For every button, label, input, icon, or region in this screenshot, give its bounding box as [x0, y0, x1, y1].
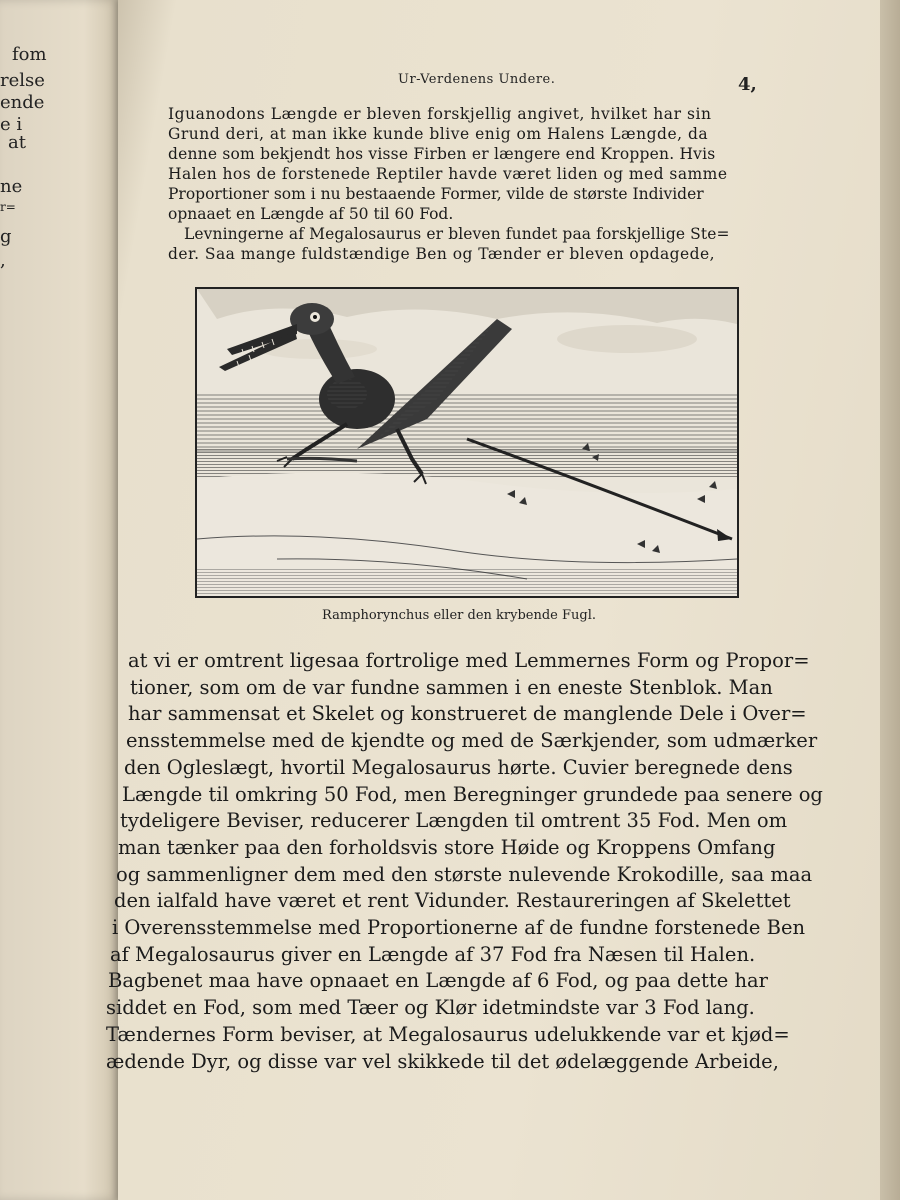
text-line: Halen hos de forstenede Reptiler havde været liden og med samme [168, 165, 728, 183]
text-line: den Ogleslægt, hvortil Megalosaurus hørte. Cuvier beregnede dens [124, 755, 793, 779]
text-line: den ialfald have været et rent Vidunder. Restaureringen af Skelettet [114, 889, 791, 913]
running-head: Ur-Verdenens Undere. [398, 72, 556, 87]
figure-caption: Ramphorynchus eller den krybende Fugl. [322, 608, 596, 623]
text-line: at vi er omtrent ligesaa fortrolige med Lemmernes Form og Propor= [128, 649, 810, 672]
left-page-fragment: e i [0, 114, 23, 135]
text-line: af Megalosaurus giver en Længde af 37 Fod fra Næsen til Halen. [110, 942, 756, 966]
text-line: tioner, som om de var fundne sammen i en eneste Stenblok. Man [130, 675, 773, 699]
text-line: der. Saa mange fuldstændige Ben og Tænder er bleven opdagede, [168, 245, 716, 263]
text-line: Længde til omkring 50 Fod, men Beregninger grundede paa senere og [122, 782, 823, 806]
text-line: ensstemmelse med de kjendte og med de Særkjender, som udmærker [126, 729, 818, 753]
text-line: og sammenligner dem med den største nulevende Krokodille, saa maa [116, 862, 813, 886]
left-page-fragment: fom [12, 44, 47, 65]
left-page-fragment: , [0, 250, 6, 271]
text-line: tydeligere Beviser, reducerer Længden til omtrent 35 Fod. Men om [120, 809, 788, 833]
pterosaur-illustration [195, 287, 739, 598]
pterosaur-engraving [197, 289, 737, 596]
left-page-fragment: relse [0, 70, 45, 91]
left-page-fragment: ende [0, 92, 45, 113]
text-line: siddet en Fod, som med Tæer og Klør idetmindste var 3 Fod lang. [106, 996, 755, 1020]
bottom-paragraph [106, 648, 823, 1075]
text-line: Levningerne af Megalosaurus er bleven fundet paa forskjellige Ste= [184, 225, 730, 243]
text-line: man tænker paa den forholdsvis store Høide og Kroppens Omfang [118, 835, 776, 859]
text-line: Proportioner som i nu bestaaende Former, vilde de største Individer [168, 185, 704, 203]
left-page [0, 0, 120, 1200]
left-page-fragment: ne [0, 176, 23, 197]
top-paragraph [168, 104, 730, 264]
page-number: 4, [738, 74, 757, 95]
text-line: i Overensstemmelse med Proportionerne af de fundne forstenede Ben [112, 916, 806, 940]
page-edge [880, 0, 900, 1200]
left-page-fragment: r= [0, 200, 16, 214]
text-line: Tændernes Form beviser, at Megalosaurus udelukkende var et kjød= [106, 1022, 790, 1046]
text-line: opnaaet en Længde af 50 til 60 Fod. [168, 205, 454, 223]
text-line: har sammensat et Skelet og konstrueret de manglende Dele i Over= [128, 702, 807, 726]
text-line: ædende Dyr, og disse var vel skikkede til det ødelæggende Arbeide, [106, 1049, 779, 1073]
text-line: Grund deri, at man ikke kunde blive enig om Halens Længde, da [168, 125, 709, 143]
left-page-fragment: g [0, 226, 12, 247]
text-line: denne som bekjendt hos visse Firben er længere end Kroppen. Hvis [168, 145, 716, 163]
text-line: Bagbenet maa have opnaaet en Længde af 6 Fod, og paa dette har [108, 969, 768, 993]
left-page-fragment: at [8, 132, 26, 153]
text-line: Iguanodons Længde er bleven forskjellig angivet, hvilket har sin [168, 105, 712, 123]
